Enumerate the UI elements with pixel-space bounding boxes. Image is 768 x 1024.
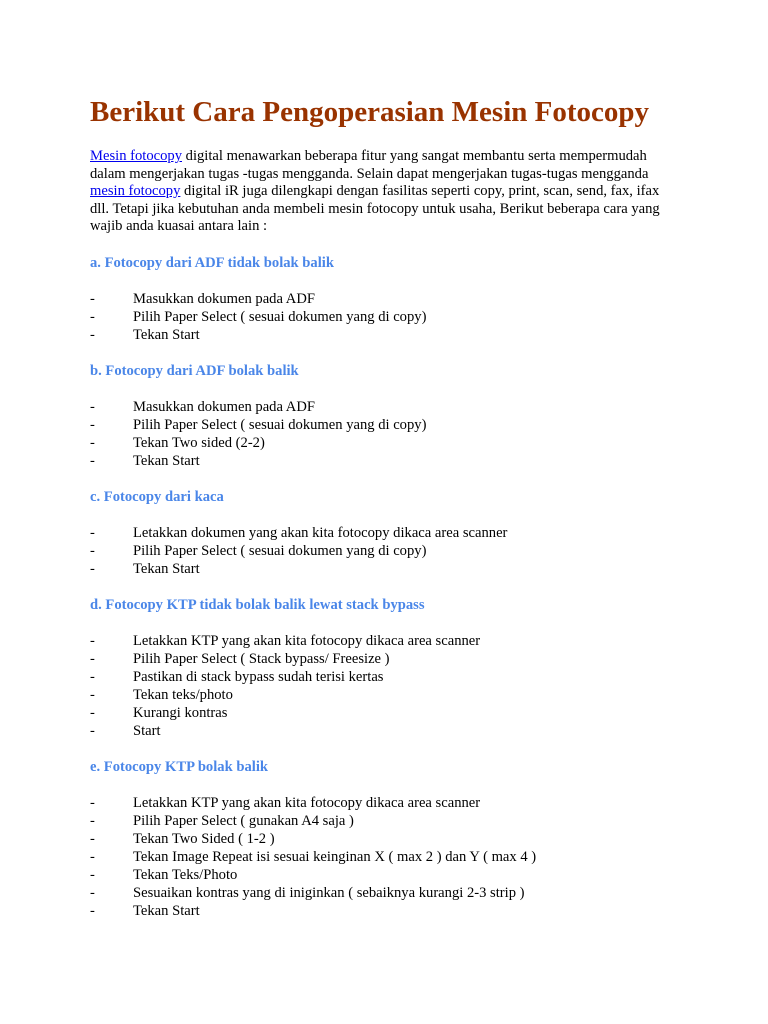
section-d	[90, 596, 690, 740]
sections-container	[90, 254, 690, 920]
list-item	[90, 704, 690, 722]
intro-paragraph	[90, 148, 680, 236]
step-text: Pilih Paper Select ( gunakan A4 saja )	[133, 812, 354, 829]
section-e	[90, 758, 690, 920]
step-text: Letakkan KTP yang akan kita fotocopy dikaca area scanner	[133, 794, 481, 811]
document-page	[90, 92, 690, 920]
list-item	[90, 434, 690, 452]
list-item	[90, 290, 690, 308]
step-text: Pilih Paper Select ( sesuai dokumen yang di copy)	[133, 416, 427, 433]
section-a	[90, 254, 690, 344]
list-item	[90, 686, 690, 704]
step-text: Tekan Image Repeat isi sesuai keinginan X ( max 2 ) dan Y ( max 4 )	[133, 848, 537, 865]
bullet-dash: -	[90, 398, 95, 415]
list-item	[90, 848, 690, 866]
bullet-dash: -	[90, 650, 95, 667]
bullet-dash: -	[90, 524, 95, 541]
section-heading: e. Fotocopy KTP bolak balik	[90, 758, 268, 775]
bullet-dash: -	[90, 632, 95, 649]
bullet-dash: -	[90, 542, 95, 559]
step-text: Tekan Teks/Photo	[133, 866, 238, 883]
list-item	[90, 794, 690, 812]
section-c	[90, 488, 690, 578]
step-text: Tekan teks/photo	[133, 686, 233, 703]
bullet-dash: -	[90, 326, 95, 343]
step-text: Masukkan dokumen pada ADF	[133, 290, 315, 307]
bullet-dash: -	[90, 812, 95, 829]
steps-list	[90, 632, 690, 740]
bullet-dash: -	[90, 866, 95, 883]
list-item	[90, 542, 690, 560]
section-heading: c. Fotocopy dari kaca	[90, 488, 224, 505]
step-text: Pastikan di stack bypass sudah terisi kertas	[133, 668, 384, 685]
step-text: Tekan Start	[133, 902, 200, 919]
bullet-dash: -	[90, 884, 95, 901]
list-item	[90, 830, 690, 848]
bullet-dash: -	[90, 902, 95, 919]
step-text: Tekan Start	[133, 326, 200, 343]
step-text: Tekan Two sided (2-2)	[133, 434, 265, 451]
bullet-dash: -	[90, 308, 95, 325]
bullet-dash: -	[90, 452, 95, 469]
bullet-dash: -	[90, 668, 95, 685]
step-text: Start	[133, 722, 161, 739]
bullet-dash: -	[90, 686, 95, 703]
list-item	[90, 650, 690, 668]
step-text: Letakkan KTP yang akan kita fotocopy dikaca area scanner	[133, 632, 481, 649]
bullet-dash: -	[90, 434, 95, 451]
mesin-fotocopy-link-2[interactable]: mesin fotocopy	[90, 183, 181, 199]
step-text: Sesuaikan kontras yang di iniginkan ( sebaiknya kurangi 2-3 strip )	[133, 884, 525, 901]
intro-text-part-1: digital menawarkan beberapa fitur yang sangat membantu serta mempermudah dalam mengerjakan tugas -tugas mengganda. Selain dapat mengerjakan tugas-tugas mengganda	[90, 148, 649, 182]
list-item	[90, 398, 690, 416]
bullet-dash: -	[90, 704, 95, 721]
list-item	[90, 560, 690, 578]
section-b	[90, 362, 690, 470]
mesin-fotocopy-link[interactable]: Mesin fotocopy	[90, 148, 183, 164]
bullet-dash: -	[90, 830, 95, 847]
step-text: Kurangi kontras	[133, 704, 228, 721]
list-item	[90, 722, 690, 740]
bullet-dash: -	[90, 560, 95, 577]
section-heading: d. Fotocopy KTP tidak bolak balik lewat stack bypass	[90, 596, 425, 613]
list-item	[90, 524, 690, 542]
step-text: Tekan Two Sided ( 1-2 )	[133, 830, 275, 847]
step-text: Tekan Start	[133, 452, 200, 469]
bullet-dash: -	[90, 290, 95, 307]
bullet-dash: -	[90, 848, 95, 865]
step-text: Pilih Paper Select ( Stack bypass/ Freesize )	[133, 650, 390, 667]
list-item	[90, 452, 690, 470]
step-text: Pilih Paper Select ( sesuai dokumen yang di copy)	[133, 542, 427, 559]
step-text: Tekan Start	[133, 560, 200, 577]
steps-list	[90, 290, 690, 344]
page-title: Berikut Cara Pengoperasian Mesin Fotocopy	[90, 96, 650, 128]
steps-list	[90, 794, 690, 920]
step-text: Letakkan dokumen yang akan kita fotocopy dikaca area scanner	[133, 524, 508, 541]
list-item	[90, 416, 690, 434]
list-item	[90, 866, 690, 884]
step-text: Masukkan dokumen pada ADF	[133, 398, 315, 415]
list-item	[90, 812, 690, 830]
list-item	[90, 326, 690, 344]
list-item	[90, 308, 690, 326]
intro-text-part-2: digital iR juga dilengkapi dengan fasilitas seperti copy, print, scan, send, fax, ifax dll. Tetapi jika kebutuhan anda membeli mesin fotocopy untuk usaha, Berikut beberapa cara yang wajib anda kuasai antara lain :	[90, 183, 660, 234]
section-heading: a. Fotocopy dari ADF tidak bolak balik	[90, 254, 334, 271]
steps-list	[90, 398, 690, 470]
bullet-dash: -	[90, 416, 95, 433]
bullet-dash: -	[90, 722, 95, 739]
list-item	[90, 902, 690, 920]
bullet-dash: -	[90, 794, 95, 811]
section-heading: b. Fotocopy dari ADF bolak balik	[90, 362, 299, 379]
list-item	[90, 632, 690, 650]
steps-list	[90, 524, 690, 578]
list-item	[90, 668, 690, 686]
step-text: Pilih Paper Select ( sesuai dokumen yang di copy)	[133, 308, 427, 325]
list-item	[90, 884, 690, 902]
